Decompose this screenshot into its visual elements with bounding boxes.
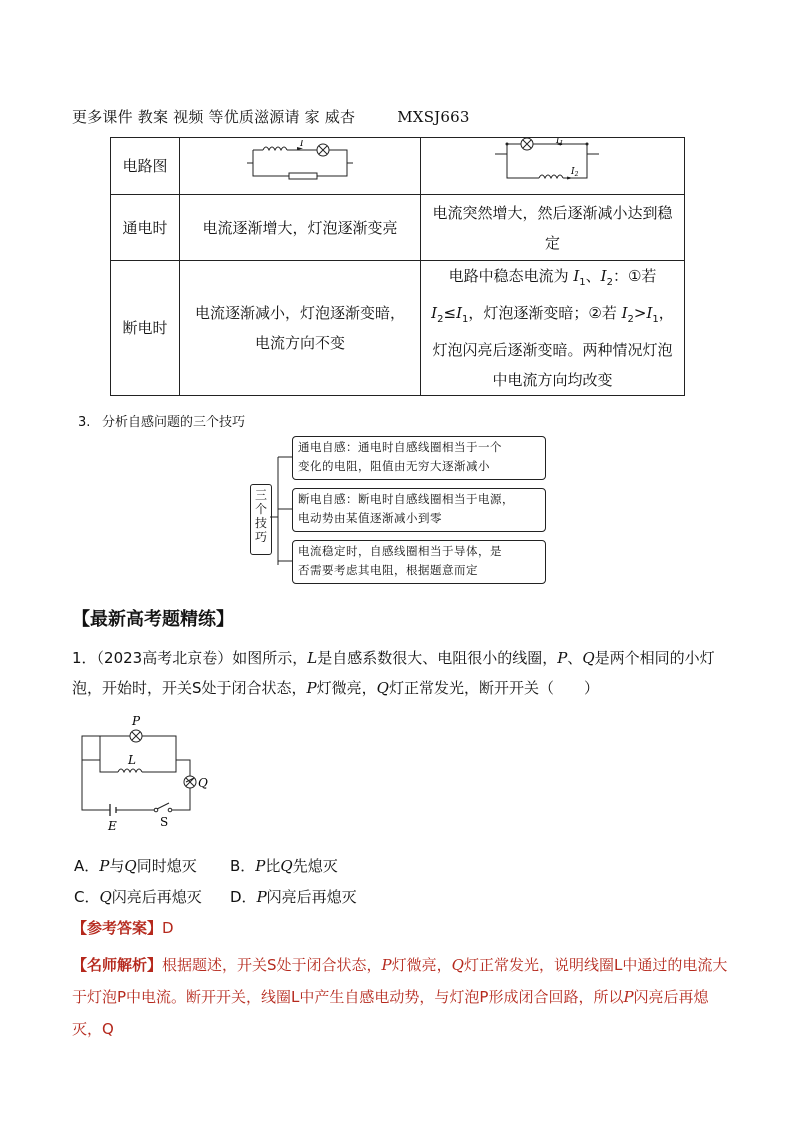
table-row xyxy=(111,261,685,396)
option-C[interactable]: C．Q闪亮后再熄灭 xyxy=(74,888,202,906)
label-P: P xyxy=(132,714,141,728)
tip-power-on: 通电自感：通电时自感线圈相当于一个 变化的电阻，阻值由无穷大逐渐减小 xyxy=(292,436,546,480)
label-Q: Q xyxy=(198,776,208,790)
question-circuit-figure xyxy=(72,712,222,836)
tip-steady: 电流稳定时，自感线圈相当于导体，是 否需要考虑其电阻，根据题意而定 xyxy=(292,540,546,584)
header-code: MXSJ663 xyxy=(397,108,470,126)
reference-answer: 【参考答案】D xyxy=(72,919,174,937)
teacher-analysis: 【名师解析】根据题述，开关S处于闭合状态，P灯微亮，Q灯正常发光，说明线圈L中通过的电流大于灯泡P中电流。断开开关，线圈L中产生自感电动势，与灯泡P形成闭合回路，所以P闪亮后再熄灭，Q xyxy=(72,956,728,1038)
i1-label: $I_1$ xyxy=(555,138,563,147)
option-B[interactable]: B．P比Q先熄灭 xyxy=(230,857,338,875)
section-heading: 【最新高考题精练】 xyxy=(72,609,234,630)
series-current-label: I xyxy=(300,140,304,149)
label-E: E xyxy=(108,819,117,833)
table-row xyxy=(111,195,685,261)
power-off-series-line1: 电流逐渐减小，灯泡逐渐变暗， xyxy=(194,304,405,322)
series-circuit-cell xyxy=(180,138,421,195)
series-circuit-diagram xyxy=(245,140,355,182)
power-off-parallel-line2: $I_2\le I_1$，灯泡逐渐变暗；②若 $I_2>I_1$， xyxy=(431,304,674,325)
options-row-2 xyxy=(74,886,386,907)
section-3-title: 3. 分析自感问题的三个技巧 xyxy=(78,415,246,430)
mindmap-root: 三 个 技 巧 xyxy=(250,484,272,555)
question-1: 1．（2023高考北京卷）如图所示，L是自感系数很大、电阻很小的线圈，P、Q是两个相同的小灯泡，开始时，开关S处于闭合状态，P灯微亮，Q灯正常发光，断开开关（ ） xyxy=(72,649,715,697)
tip-power-off: 断电自感：断电时自感线圈相当于电源， 电动势由某值逐渐减小到零 xyxy=(292,488,546,532)
option-A[interactable]: A．P与Q同时熄灭 xyxy=(74,857,197,875)
self-induction-table xyxy=(110,137,685,396)
row-label-circuit: 电路图 xyxy=(111,138,180,195)
i2-label: $I_2$ xyxy=(570,167,578,178)
table-row xyxy=(111,138,685,195)
row-label-power-on: 通电时 xyxy=(111,195,180,261)
power-on-series: 电流逐渐增大，灯泡逐渐变亮 xyxy=(180,195,421,261)
label-S: S xyxy=(160,815,169,829)
power-on-parallel: 电流突然增大，然后逐渐减小达到稳定 xyxy=(421,195,685,261)
option-D[interactable]: D．P闪亮后再熄灭 xyxy=(230,888,357,906)
power-off-parallel xyxy=(421,261,685,396)
parallel-circuit-cell xyxy=(421,138,685,195)
power-off-parallel-line4: 中电流方向均改变 xyxy=(492,371,613,389)
label-L: L xyxy=(128,753,136,767)
power-off-parallel-line1: 电路中稳态电流为 $I_1$、$I_2$：①若 xyxy=(448,267,657,288)
header-line xyxy=(72,106,470,127)
power-off-series-line2: 电流方向不变 xyxy=(254,334,345,352)
power-off-parallel-line3: 灯泡闪亮后逐渐变暗。两种情况灯泡 xyxy=(432,341,673,359)
header-text: 更多课件 教案 视频 等优质滋源请 家 威杏 xyxy=(72,108,356,126)
mindmap-brace xyxy=(270,436,294,586)
row-label-power-off: 断电时 xyxy=(111,261,180,396)
options-row-1 xyxy=(74,855,386,876)
power-off-series xyxy=(180,261,421,396)
parallel-circuit-diagram xyxy=(493,138,613,184)
